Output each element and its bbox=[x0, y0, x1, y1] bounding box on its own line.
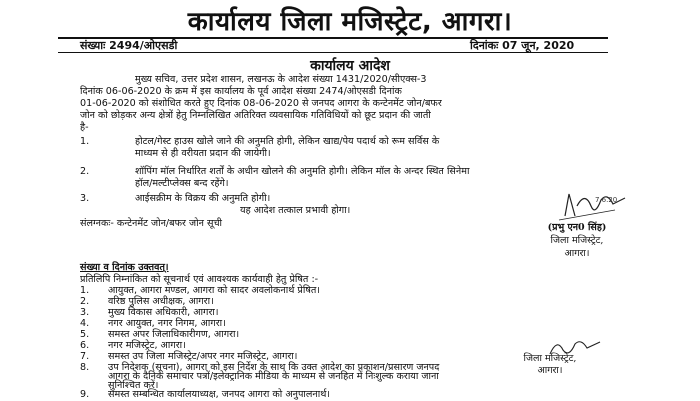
intro-line: दिनांक 06-06-2020 के क्रम में इस कार्यालय के पूर्व आदेश संख्या 2474/ओएसडी दिनांक bbox=[80, 86, 402, 97]
copy-recipient: मुख्य विकास अधिकारी, आगरा। bbox=[108, 307, 219, 318]
copy-number: 3. bbox=[80, 307, 90, 318]
intro-line: मुख्य सचिव, उत्तर प्रदेश शासन, लखनऊ के आदेश संख्या 1431/2020/सीएक्स-3 bbox=[135, 74, 427, 85]
signatory-designation-2: जिला मजिस्ट्रेट, bbox=[523, 353, 577, 364]
copy-recipient: सुनिश्चित करें। bbox=[108, 380, 159, 391]
reference-number: संख्याः 2494/ओएसडी bbox=[80, 39, 178, 52]
signatory-place-2: आगरा। bbox=[537, 365, 563, 376]
signatory-name: (प्रभु एन0 सिंह) bbox=[547, 222, 607, 233]
list-item: माध्यम से ही वरीयता प्रदान की जायेगी। bbox=[135, 148, 271, 159]
copy-number: 5. bbox=[80, 329, 90, 340]
signatory-designation: जिला मजिस्ट्रेट, bbox=[550, 235, 604, 246]
copy-number: 8. bbox=[80, 362, 90, 373]
intro-line: है- bbox=[80, 122, 89, 133]
copy-recipient: आगरा के दैनिक समाचार पत्रों/इलेक्ट्रानिक मीडिया के माध्यम से जनहित में निःशुल्क कराया जाना bbox=[108, 371, 439, 382]
copy-number: 4. bbox=[80, 318, 90, 329]
copy-recipient: समस्त अपर जिलाधिकारीगण, आगरा। bbox=[108, 329, 240, 340]
copy-number: 6. bbox=[80, 340, 90, 351]
copy-number: 1. bbox=[80, 285, 90, 296]
effect-statement: यह आदेश तत्काल प्रभावी होगा। bbox=[240, 205, 351, 216]
item-number: 1. bbox=[80, 136, 90, 147]
intro-line: 01-06-2020 को संशोधित करते हुए दिनांक 08-06-2020 से जनपद आगरा के कन्टेनमेंट जोन/बफर bbox=[80, 98, 442, 109]
copy-number: 2. bbox=[80, 296, 90, 307]
copy-recipient: आयुक्त, आगरा मण्डल, आगरा को सादर अवलोकनार्थ प्रेषित। bbox=[108, 285, 320, 296]
svg-text:7.6.20: 7.6.20 bbox=[595, 196, 618, 204]
office-title: कार्यालय जिला मजिस्ट्रेट, आगरा। bbox=[187, 7, 513, 37]
intro-line: जोन को छोड़कर अन्य क्षेत्रों हेतु निम्नलिखित अतिरिक्त व्यवसायिक गतिविधियों को छूट प्रदान की जाती bbox=[80, 110, 431, 121]
list-item: आईसक्रीम के विक्रय की अनुमति होगी। bbox=[135, 193, 271, 204]
signature-scribble bbox=[555, 186, 635, 226]
copy-header: संख्या व दिनांक उक्तवत्। bbox=[80, 262, 169, 273]
order-date: दिनांकः 07 जून, 2020 bbox=[470, 39, 575, 52]
copy-recipient: वरिष्ठ पुलिस अधीक्षक, आगरा। bbox=[108, 296, 214, 307]
list-item: शॉपिंग मॉल निर्धारित शर्तों के अधीन खोलने की अनुमति होगी। लेकिन मॉल के अन्दर स्थित सिनेमा bbox=[135, 166, 470, 177]
copy-recipient: नगर आयुक्त, नगर निगम, आगरा। bbox=[108, 318, 226, 329]
copy-intro: प्रतिलिपि निम्नांकित को सूचनार्थ एवं आवश्यक कार्यवाही हेतु प्रेषित :- bbox=[80, 274, 319, 285]
copy-recipient: समस्त सम्बन्धित कार्यालयाध्यक्ष, जनपद आगरा को अनुपालनार्थ। bbox=[108, 389, 330, 400]
order-title: कार्यालय आदेश bbox=[310, 58, 390, 74]
signatory-place: आगरा। bbox=[564, 248, 590, 259]
list-item: हॉल/मल्टीप्लेक्स बन्द रहेंगे। bbox=[135, 178, 229, 189]
copy-recipient: नगर मजिस्ट्रेट, आगरा। bbox=[108, 340, 186, 351]
item-number: 3. bbox=[80, 193, 90, 204]
item-number: 2. bbox=[80, 166, 90, 177]
header-rule-bottom bbox=[58, 52, 608, 53]
copy-number: 9. bbox=[80, 389, 90, 400]
copy-number: 7. bbox=[80, 351, 90, 362]
copy-recipient: उप निदेशक (सूचना), आगरा को इस निर्देश के साथ कि उक्त आदेश का प्रकाशन/प्रसारण जनपद bbox=[108, 362, 440, 373]
enclosure-note: संलग्नकः- कन्टेनमेंट जोन/बफर जोन सूची bbox=[80, 218, 223, 229]
copy-recipient: समस्त उप जिला मजिस्ट्रेट/अपर नगर मजिस्ट्रेट, आगरा। bbox=[108, 351, 298, 362]
list-item: होटल/गेस्ट हाउस खोले जाने की अनुमति होगी, लेकिन खाद्य/पेय पदार्थ को रूम सर्विस के bbox=[135, 136, 440, 147]
